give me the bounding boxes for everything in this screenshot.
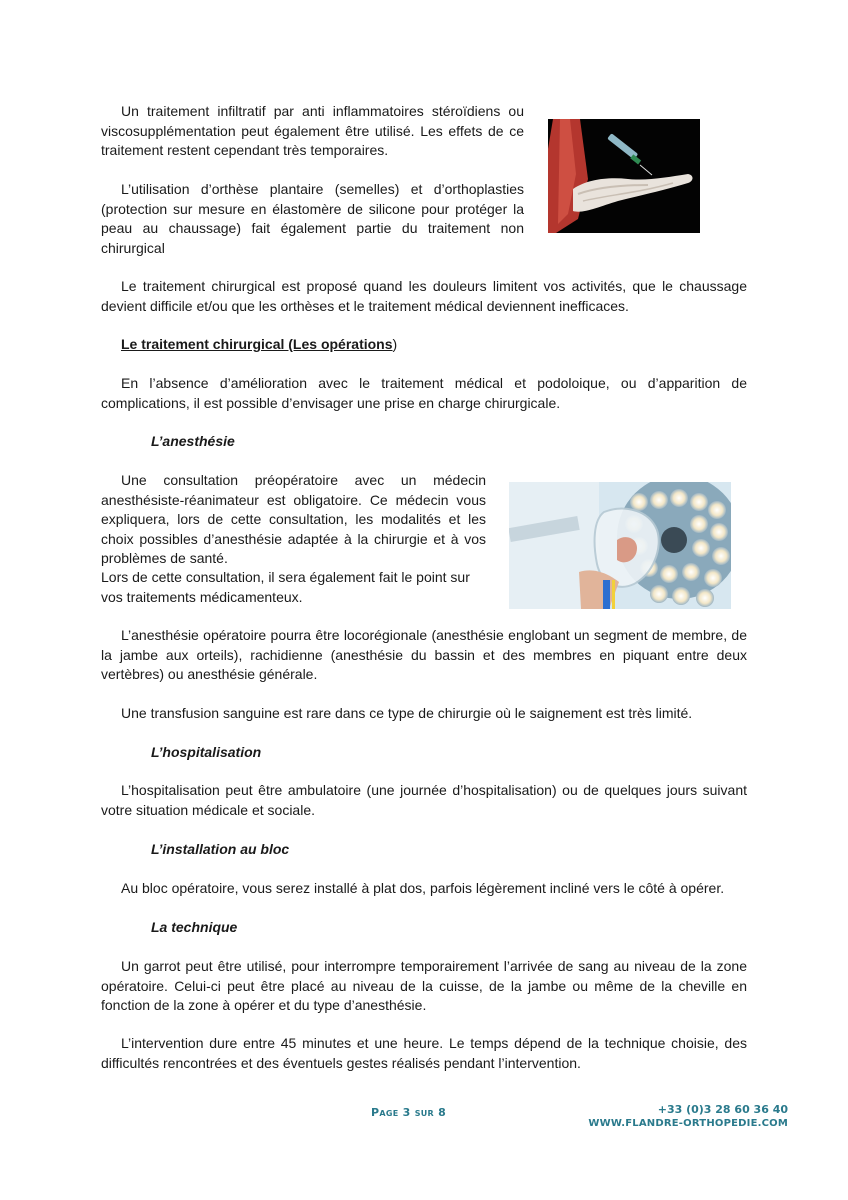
footer-website[interactable]: WWW.FLANDRE-ORTHOPEDIE.COM (588, 1118, 788, 1129)
paragraph-surgery-option: En l’absence d’amélioration avec le traitement médical et podoloique, ou d’apparition de complications, il est possible d’envisager une prise en charge chirurgicale. (101, 375, 747, 411)
paragraph-hospitalisation: L’hospitalisation peut être ambulatoire (une journée d’hospitalisation) ou de quelques jours suivant votre situation médicale et sociale. (101, 782, 747, 818)
anesthesia-mask-image (509, 482, 731, 609)
heading-technique: La technique (151, 919, 238, 935)
page-number: Page 3 sur 8 (371, 1106, 447, 1119)
heading-surgical-treatment: Le traitement chirurgical (Les opérations) (121, 336, 398, 352)
footer-phone: +33 (0)3 28 60 36 40 (657, 1103, 788, 1116)
paragraph-orthesis: L’utilisation d’orthèse plantaire (semelles) et d’orthoplasties (protection sur mesure en élastomère de silicone pour protéger la peau au chaussage) fait également partie du traitement non chirurgical (101, 181, 524, 256)
paragraph-infiltration: Un traitement infiltratif par anti inflammatoires stéroïdiens ou viscosupplémentation peut également être utilisé. Les effets de ce traitement restent cependant très temporaires. (101, 103, 524, 158)
paragraph-surgery-indication: Le traitement chirurgical est proposé quand les douleurs limitent vos activités, que le chaussage devient difficile et/ou que les orthèses et le traitement médical deviennent inefficaces. (101, 278, 747, 314)
paragraph-medication-review: Lors de cette consultation, il sera également fait le point sur vos traitements médicamenteux. (101, 569, 470, 605)
heading-installation: L’installation au bloc (151, 841, 290, 857)
foot-injection-image (548, 119, 700, 233)
paragraph-tourniquet: Un garrot peut être utilisé, pour interrompre temporairement l’arrivée de sang au niveau de la zone opératoire. Celui-ci peut être placé au niveau de la cuisse, de la jambe ou même de la cheville en fonction de la zone à opérer et du type d’anesthésie. (101, 958, 747, 1013)
paragraph-preop-consultation: Une consultation préopératoire avec un médecin anesthésiste-réanimateur est obligatoire. Ce médecin vous expliquera, lors de cette consultation, les modalités et les choix possibles d’anesthésie adaptée à la chirurgie et à vos problèmes de santé. (101, 472, 486, 566)
paragraph-anesthesia-types: L’anesthésie opératoire pourra être locorégionale (anesthésie englobant un segment de membre, de la jambe aux orteils), rachidienne (anesthésie du bassin et des membres en piquant entre deux vertèbres) ou anesthésie générale. (101, 627, 747, 682)
heading-hospitalisation: L’hospitalisation (151, 744, 262, 760)
heading-anesthesia: L’anesthésie (151, 433, 235, 449)
paragraph-duration: L’intervention dure entre 45 minutes et une heure. Le temps dépend de la technique choisie, des difficultés rencontrées et des éventuels gestes réalisés pendant l’intervention. (101, 1035, 747, 1071)
paragraph-transfusion: Une transfusion sanguine est rare dans ce type de chirurgie où le saignement est très limité. (121, 705, 693, 721)
footer-contact (588, 1103, 788, 1131)
paragraph-installation: Au bloc opératoire, vous serez installé à plat dos, parfois légèrement incliné vers le côté à opérer. (121, 880, 725, 896)
